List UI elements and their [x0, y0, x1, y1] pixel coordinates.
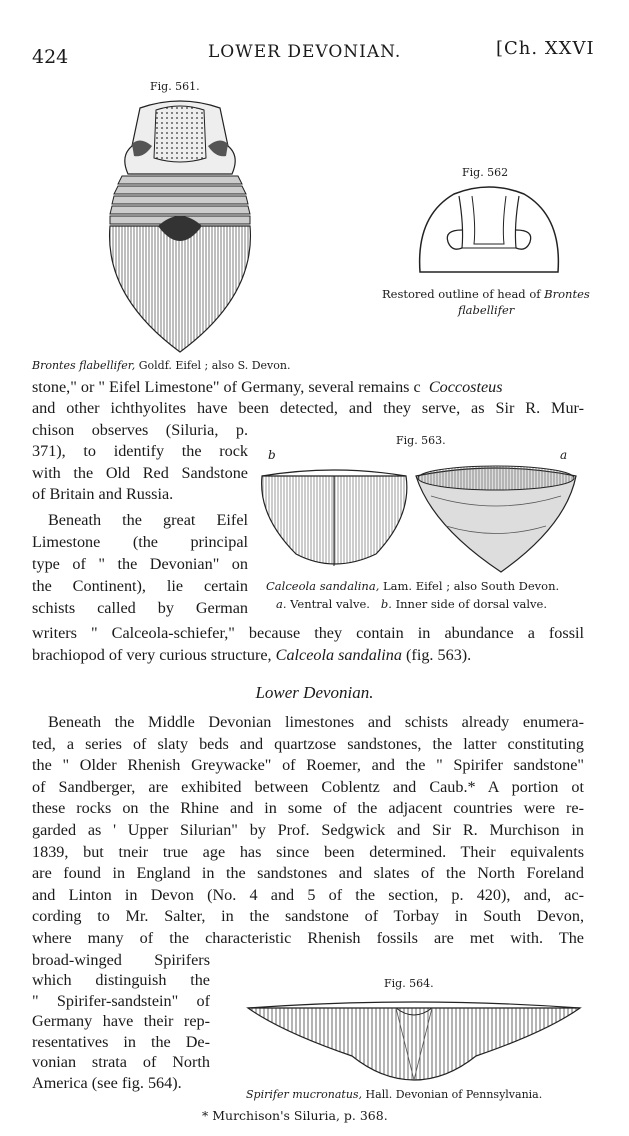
paragraph-2-line-4: the Continent), lie certain	[32, 577, 248, 595]
paragraph-3-short-line-1: broad-winged Spirifers	[32, 950, 210, 969]
fig-563-caption-text: Lam. Eifel ; also South Devon.	[379, 579, 560, 593]
fig-563-mark-a: a	[560, 448, 568, 462]
paragraph-2-line-5: schists called by German	[32, 599, 248, 617]
fig-564-label: Fig. 564.	[384, 977, 434, 990]
paragraph-2-line-1: Beneath the great Eifel	[48, 511, 248, 529]
fig-563-label: Fig. 563.	[396, 434, 446, 447]
paragraph-1-line-5: with the Old Red Sandstone	[32, 464, 248, 482]
fig-561-caption-species: Brontes flabellifer,	[32, 359, 136, 372]
paragraph-3-short-line-2: which distinguish the	[32, 971, 210, 990]
paragraph-3-line-4: of Sandberger, are exhibited between Coblentz and Caub.* A portion ot	[32, 777, 584, 796]
p2-l7-ref: (fig. 563).	[402, 646, 472, 664]
fig-564-caption-species: Spirifer mucronatus,	[246, 1088, 363, 1101]
fig-562-label: Fig. 562	[462, 166, 509, 179]
fig-564-caption	[246, 1088, 542, 1101]
fig-563-caption-species: Calceola sandalina,	[266, 579, 380, 593]
fig-563-caption-b: b.	[380, 597, 392, 611]
paragraph-2-line-6: writers " Calceola-schiefer," because they contain in abundance a fossil	[32, 624, 584, 642]
paragraph-3-line-9: and Linton in Devon (No. 4 and 5 of the section, p. 420), and, ac-	[32, 885, 584, 904]
p2-l7-text: brachiopod of very curious structure,	[32, 646, 276, 664]
fig-563-caption	[266, 579, 559, 593]
paragraph-2-line-3: type of " the Devonian" on	[32, 555, 248, 573]
paragraph-3-line-1: Beneath the Middle Devonian limestones and schists already enumera-	[48, 713, 584, 731]
paragraph-2-line-7	[32, 645, 471, 665]
footnote: * Murchison's Siluria, p. 368.	[202, 1108, 388, 1123]
paragraph-3-line-10: cording to Mr. Salter, in the sandstone of Torbay in South Devon,	[32, 907, 584, 926]
paragraph-3-short-line-6: vonian strata of North	[32, 1053, 210, 1072]
paragraph-3-line-3: the " Older Rhenish Greywacke" of Roemer, and the " Spirifer sandstone"	[32, 756, 584, 775]
fig-563-calceola-illustration	[256, 456, 586, 576]
paragraph-3-line-2: ted, a series of slaty beds and quartzose sandstones, the latter constituting	[32, 734, 584, 753]
paragraph-3-short-line-3: " Spirifer-sandstein" of	[32, 991, 210, 1010]
fig-561-label: Fig. 561.	[150, 80, 200, 93]
fig-562-caption-species: flabellifer	[458, 303, 515, 317]
paragraph-3-line-11: where many of the characteristic Rhenish fossils are met with. The	[32, 929, 584, 947]
fig-562-caption-line1	[382, 287, 590, 301]
paragraph-3-line-8: are found in England in the sandstones and slates of the North Foreland	[32, 864, 584, 883]
fig-561-trilobite-illustration	[100, 96, 260, 354]
fig-562-head-outline	[414, 186, 564, 278]
p1-l1-coccosteus: Coccosteus	[428, 378, 503, 396]
paragraph-1-line-4: 371), to identify the rock	[32, 442, 248, 460]
fig-563-caption-a: a.	[276, 597, 287, 611]
paragraph-3-line-6: garded as ' Upper Silurian" by Prof. Sedgwick and Sir R. Murchison in	[32, 821, 584, 839]
section-heading: Lower Devonian.	[255, 683, 374, 702]
fig-562-caption-line2	[458, 303, 514, 317]
paragraph-3-line-7: 1839, but tneir true age has since been determined. Their equivalents	[32, 842, 584, 861]
paragraph-1-line-1	[32, 377, 584, 397]
paragraph-1-line-2: and other ichthyolites have been detected, and they serve, as Sir R. Mur-	[32, 399, 584, 417]
paragraph-3-short-line-7: America (see fig. 564).	[32, 1073, 182, 1092]
paragraph-1-line-6: of Britain and Russia.	[32, 485, 174, 503]
fig-563-mark-b: b	[268, 448, 276, 462]
paragraph-1-line-3: chison observes (Siluria, p.	[32, 421, 248, 439]
fig-561-caption	[32, 359, 290, 372]
paragraph-3-line-5: these rocks on the Rhine and in some of the adjacent countries were re-	[32, 799, 584, 818]
paragraph-3-short-line-5: resentatives in the De-	[32, 1032, 210, 1051]
fig-564-spirifer-illustration	[246, 992, 582, 1082]
paragraph-3-short-line-4: Germany have their rep-	[32, 1012, 210, 1031]
fig-562-caption-genus: Brontes	[544, 287, 590, 301]
fig-563-caption-a-text: Ventral valve.	[286, 597, 370, 611]
p1-l1-c: c	[413, 378, 421, 396]
fig-563-caption-2	[276, 597, 547, 611]
p2-l7-species: Calceola sandalina	[275, 646, 402, 664]
running-title: LOWER DEVONIAN.	[208, 42, 402, 62]
fig-561-caption-text: Goldf. Eifel ; also S. Devon.	[135, 359, 291, 372]
fig-563-caption-b-text: Inner side of dorsal valve.	[391, 597, 548, 611]
paragraph-2-line-2: Limestone (the principal	[32, 533, 248, 551]
chapter-marker: [Ch. XXVI	[496, 38, 595, 59]
p1-l1-text: stone," or " Eifel Limestone" of Germany, several remains	[32, 378, 414, 396]
fig-562-caption-text: Restored outline of head of	[382, 287, 545, 301]
page-number: 424	[32, 46, 69, 68]
fig-564-caption-text: Hall. Devonian of Pennsylvania.	[362, 1088, 543, 1101]
